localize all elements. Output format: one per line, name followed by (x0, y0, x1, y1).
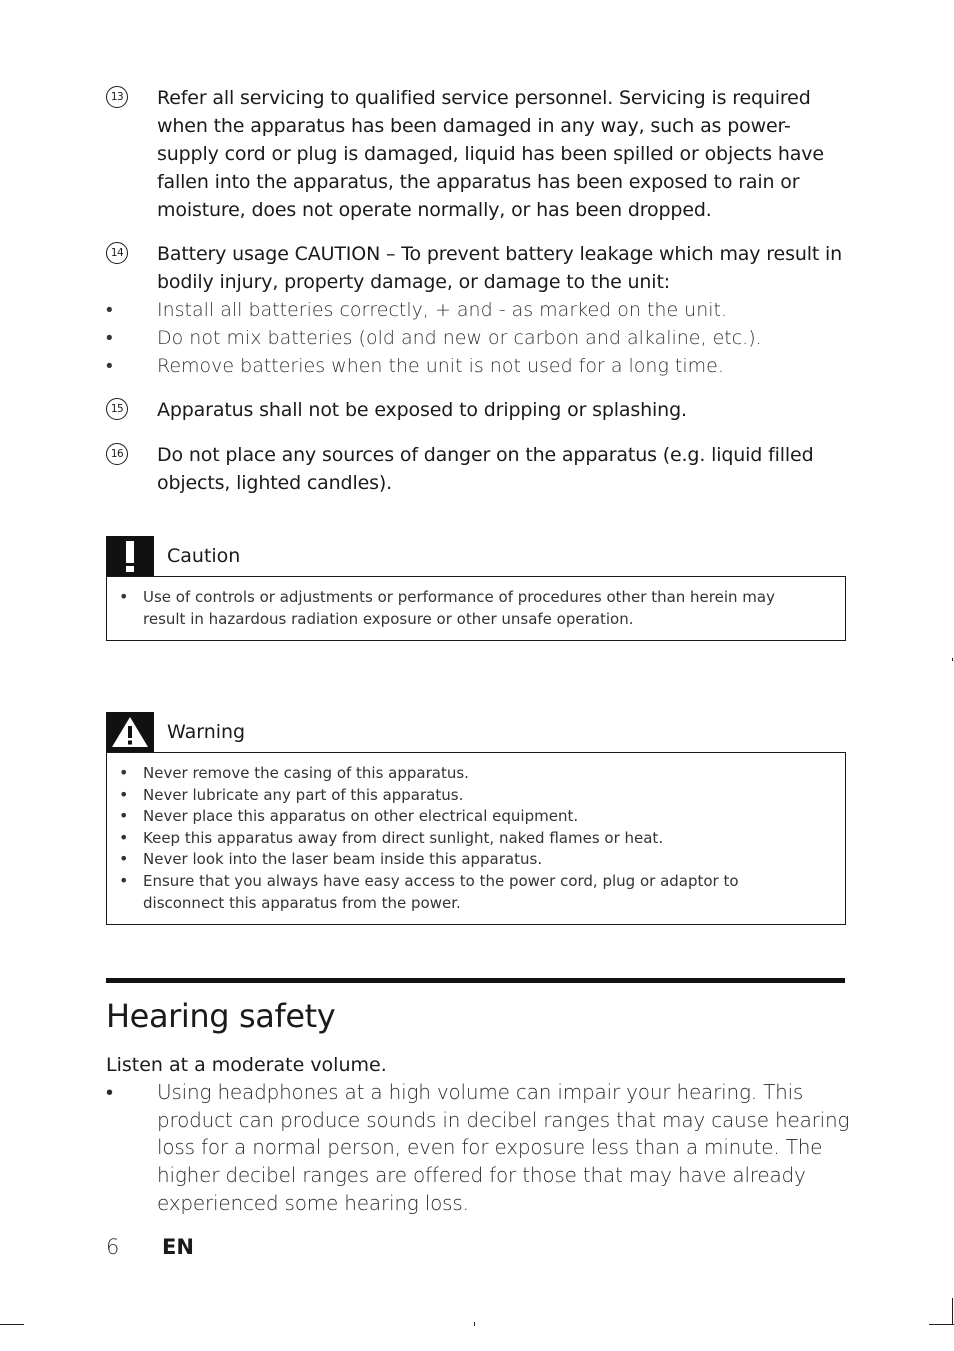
item-number-badge: 13 (106, 86, 128, 108)
list-item: • Use of controls or adjustments or performance of procedures other than herein may result in hazardous radiation exposure or other unsafe operation. (119, 587, 775, 628)
caution-header (106, 536, 846, 576)
crop-mark (929, 1324, 954, 1325)
list-item: • Never lubricate any part of this apparatus. (119, 784, 464, 804)
list-item: • Keep this apparatus away from direct sunlight, naked flames or heat. (119, 827, 664, 847)
item-number-badge: 15 (106, 398, 128, 420)
warning-notice (106, 712, 846, 925)
warning-header (106, 712, 846, 752)
list-item: • Using headphones at a high volume can impair your hearing. This product can produce sounds in decibel ranges that may cause hearing loss for a normal person, even for exposure less than a minute. The higher decibel ranges are offered for those that may have already experienced some hearing loss. (106, 1080, 850, 1215)
warning-triangle-icon (106, 712, 154, 752)
battery-bullet-list (106, 296, 846, 380)
safety-item-13 (106, 84, 846, 224)
item-text: Apparatus shall not be exposed to dripping or splashing. (157, 399, 687, 421)
list-item: • Never look into the laser beam inside this apparatus. (119, 849, 543, 869)
section-divider (106, 978, 845, 983)
item-number-badge: 14 (106, 242, 128, 264)
safety-item-15 (106, 396, 846, 424)
list-item: • Do not mix batteries (old and new or carbon and alkaline, etc.). (106, 327, 762, 349)
safety-item-14 (106, 240, 846, 380)
crop-mark (952, 658, 953, 661)
crop-mark (0, 1324, 24, 1325)
safety-item-16 (106, 441, 846, 497)
caution-notice (106, 536, 846, 641)
list-item: • Never place this apparatus on other electrical equipment. (119, 806, 579, 826)
list-item: • Install all batteries correctly, + and - as marked on the unit. (106, 299, 728, 321)
exclamation-icon (106, 536, 154, 576)
crop-mark (474, 1322, 475, 1326)
caution-title: Caution (167, 545, 241, 567)
item-text: Do not place any sources of danger on the apparatus (e.g. liquid filled objects, lighted candles). (157, 444, 814, 494)
warning-body (106, 752, 846, 925)
caution-body (106, 576, 846, 641)
list-item: • Remove batteries when the unit is not used for a long time. (106, 355, 724, 377)
hearing-bullet-list (106, 1079, 851, 1218)
section-title: Hearing safety (106, 997, 336, 1035)
list-item: • Ensure that you always have easy access to the power cord, plug or adaptor to disconnect this apparatus from the power. (119, 870, 739, 912)
crop-mark (952, 1298, 953, 1324)
item-text: Refer all servicing to qualified service personnel. Servicing is required when the apparatus has been damaged in any way, such as power-supply cord or plug is damaged, liquid has been spilled or objects have fallen into the apparatus, the apparatus has been exposed to rain or moisture, does not operate normally, or has been dropped. (157, 87, 824, 221)
page-number: 6 (106, 1235, 120, 1259)
item-text: Battery usage CAUTION – To prevent battery leakage which may result in bodily injury, property damage, or damage to the unit: (157, 243, 843, 293)
item-number-badge: 16 (106, 443, 128, 465)
list-item: • Never remove the casing of this apparatus. (119, 763, 469, 782)
warning-title: Warning (167, 721, 246, 743)
section-subtitle: Listen at a moderate volume. (106, 1054, 387, 1076)
language-code: EN (162, 1235, 194, 1259)
